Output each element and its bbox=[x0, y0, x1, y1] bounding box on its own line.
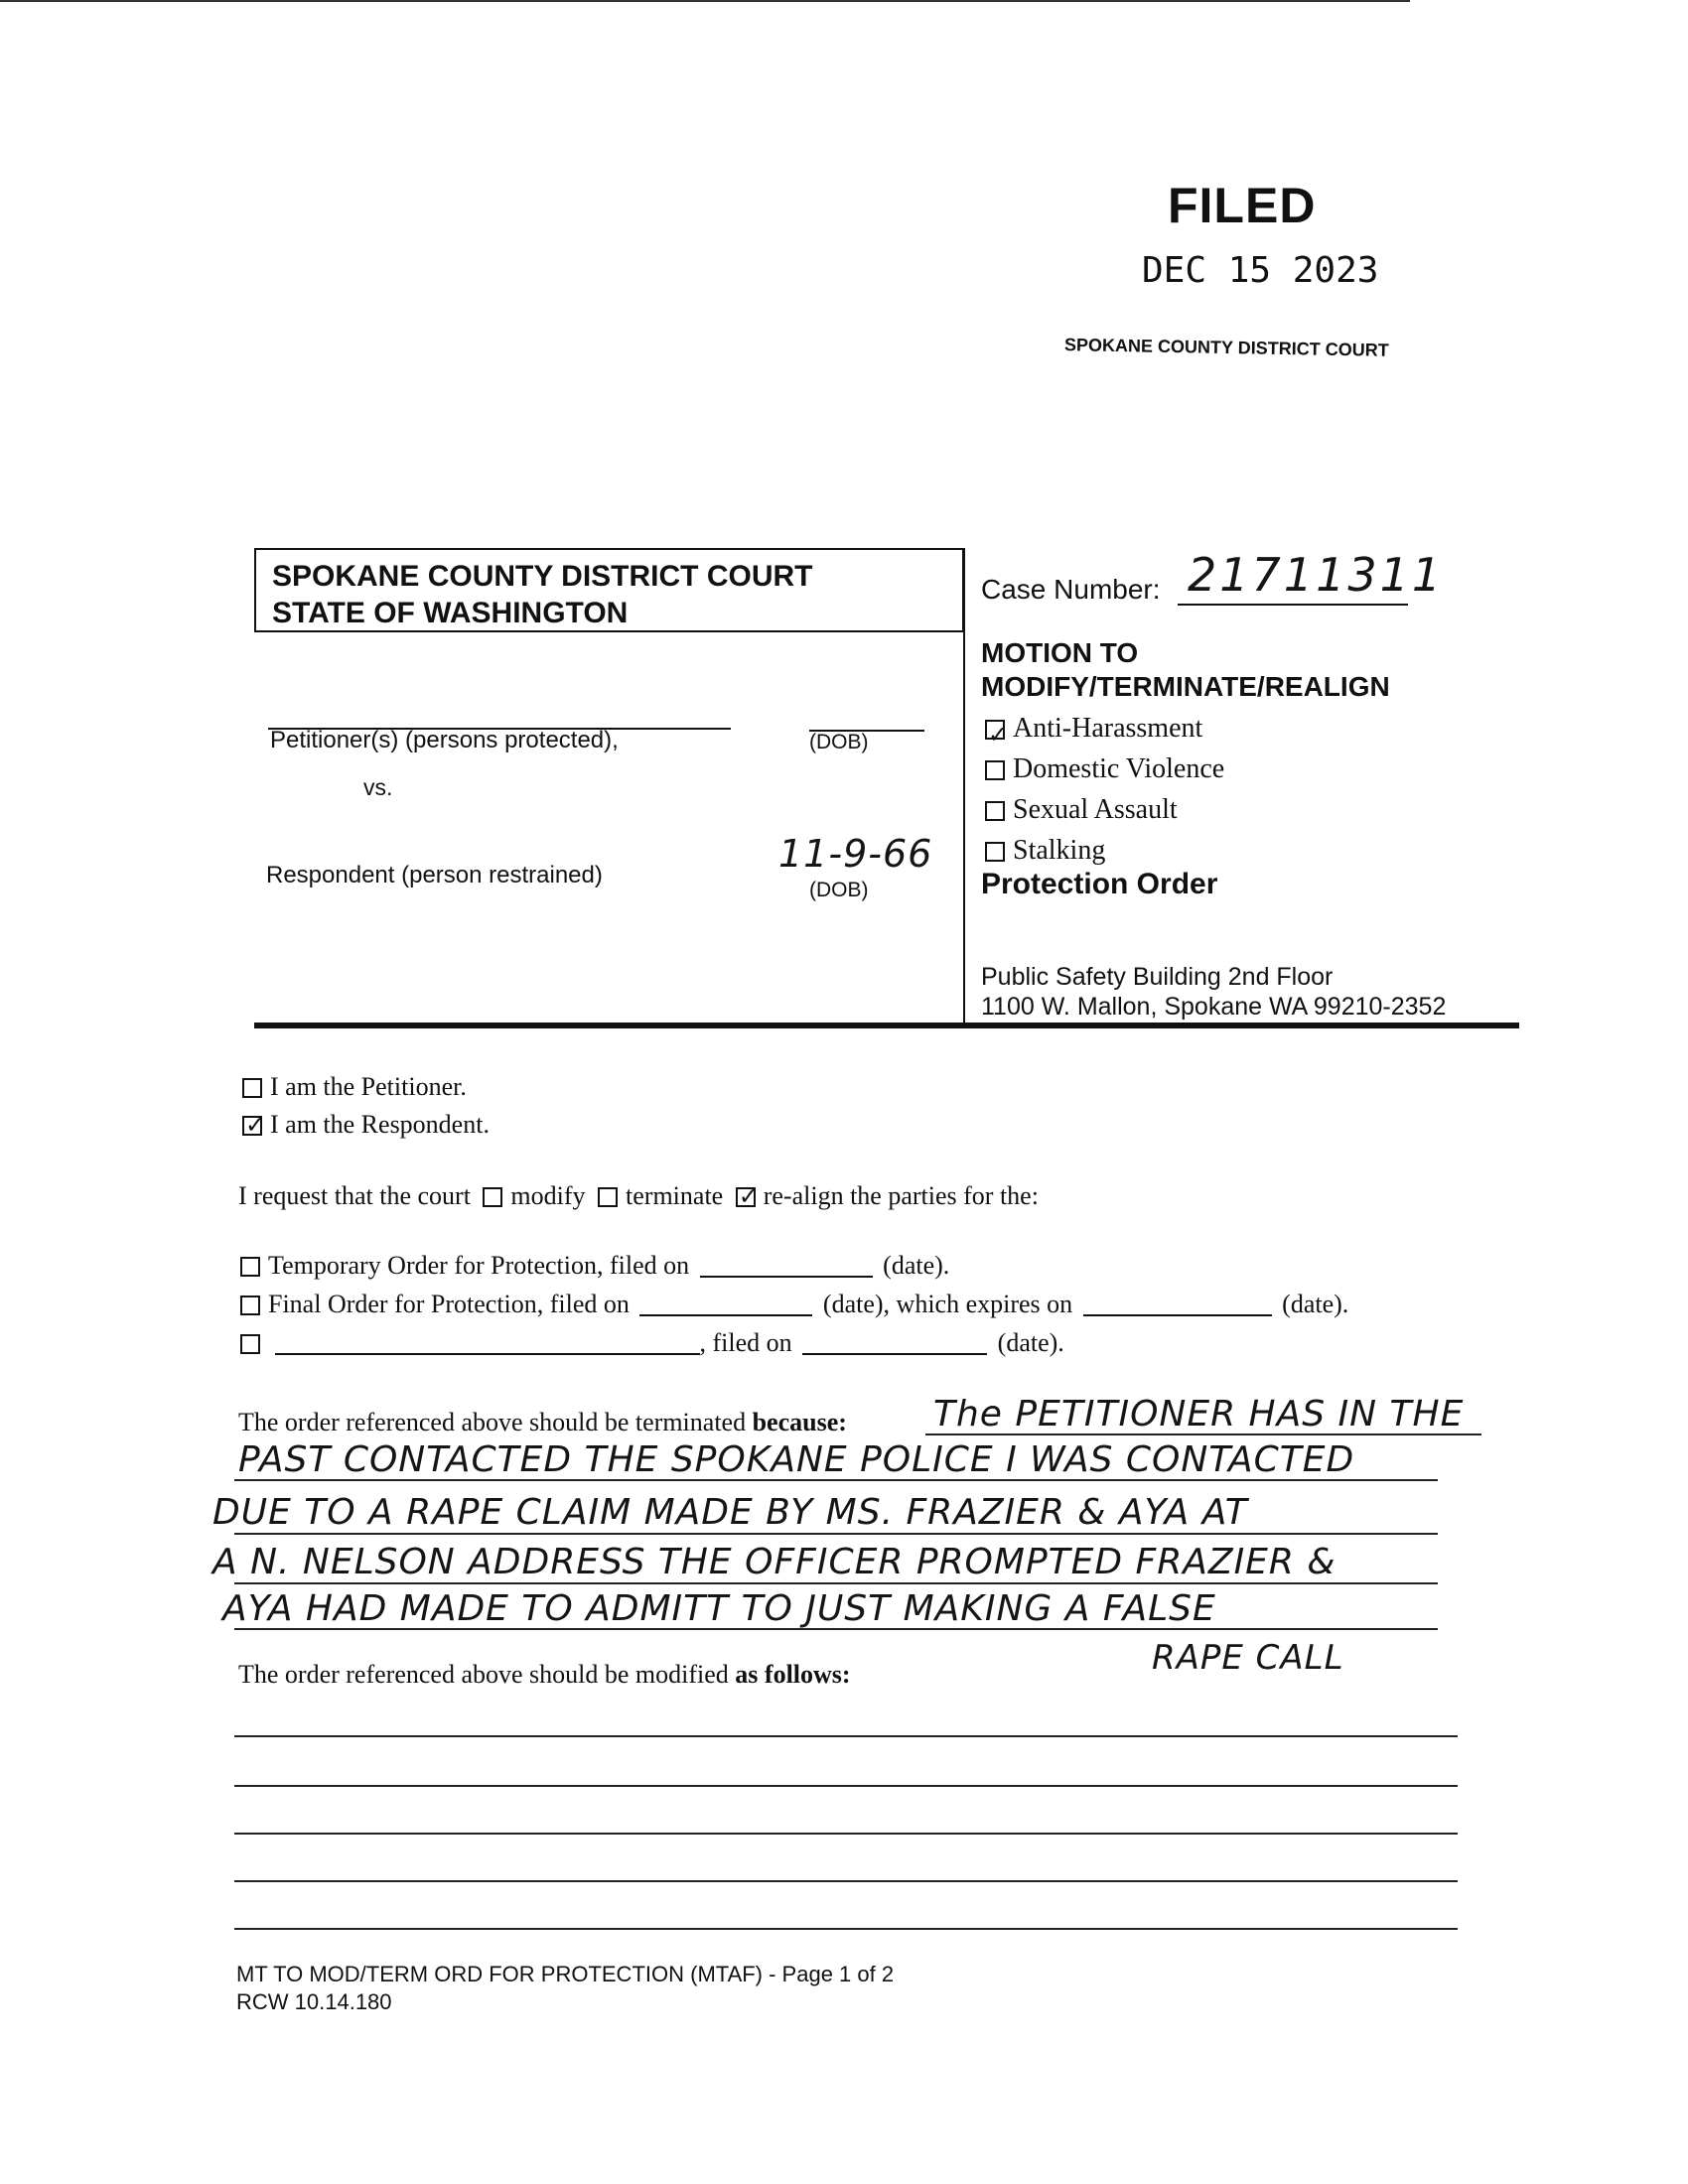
modify-reason-label: The order referenced above should be modified as follows: bbox=[238, 1660, 851, 1689]
request-line bbox=[238, 1181, 1039, 1211]
caption-divider bbox=[963, 548, 965, 1026]
order-type-list bbox=[985, 708, 1224, 871]
respondent-checkbox[interactable] bbox=[242, 1116, 262, 1136]
realign-label: re-align the parties for the: bbox=[763, 1181, 1039, 1210]
modify-checkbox[interactable] bbox=[483, 1187, 502, 1207]
filed-stamp-title: FILED bbox=[1168, 178, 1317, 233]
case-number-handwritten: 21711311 bbox=[1188, 548, 1445, 602]
other-order-line: , filed on (date). bbox=[240, 1328, 1064, 1358]
court-state: STATE OF WASHINGTON bbox=[272, 597, 629, 629]
request-prefix: I request that the court bbox=[238, 1181, 471, 1210]
reason-handwritten-line-1: The PETITIONER HAS IN THE bbox=[933, 1394, 1465, 1434]
versus-label: vs. bbox=[363, 774, 393, 800]
respondent-label: Respondent (person restrained) bbox=[266, 862, 603, 888]
reason-rule-3 bbox=[234, 1533, 1438, 1535]
petitioner-label: Petitioner(s) (persons protected), bbox=[270, 727, 619, 753]
petitioner-checkbox[interactable] bbox=[242, 1078, 262, 1098]
order-type-stalking[interactable]: Stalking bbox=[985, 830, 1224, 871]
sexual-assault-checkbox[interactable] bbox=[985, 801, 1005, 821]
petitioner-dob-label: (DOB) bbox=[809, 731, 869, 753]
reason-rule-4 bbox=[234, 1582, 1438, 1584]
anti-harassment-checkbox[interactable] bbox=[985, 720, 1005, 740]
filed-stamp-date: DEC 15 2023 bbox=[1142, 250, 1379, 291]
court-caption-box bbox=[254, 548, 964, 632]
reason-handwritten-line-5: AYA HAD MADE TO ADMITT TO JUST MAKING A FALSE bbox=[222, 1588, 1216, 1629]
modify-rule-5[interactable] bbox=[234, 1928, 1458, 1930]
reason-handwritten-line-2: PAST CONTACTED THE SPOKANE POLICE I WAS CONTACTED bbox=[238, 1439, 1355, 1480]
final-order-line: Final Order for Protection, filed on (date), which expires on (date). bbox=[240, 1290, 1348, 1319]
modify-rule-4[interactable] bbox=[234, 1880, 1458, 1882]
realign-checkbox[interactable] bbox=[736, 1187, 756, 1207]
scan-top-edge bbox=[0, 0, 1410, 2]
reason-handwritten-line-3: DUE TO A RAPE CLAIM MADE BY MS. FRAZIER & AYA AT bbox=[212, 1492, 1248, 1533]
modify-rule-2[interactable] bbox=[234, 1785, 1458, 1787]
footer-form-title: MT TO MOD/TERM ORD FOR PROTECTION (MTAF) - Page 1 of 2 bbox=[236, 1962, 895, 1986]
footer-rcw: RCW 10.14.180 bbox=[236, 1989, 392, 2014]
terminate-reason-label: The order referenced above should be terminated because: bbox=[238, 1408, 847, 1436]
temporary-order-line: Temporary Order for Protection, filed on (date). bbox=[240, 1251, 949, 1281]
order-type-sexual-assault[interactable]: Sexual Assault bbox=[985, 789, 1224, 830]
terminate-label: terminate bbox=[626, 1181, 724, 1210]
case-number-label: Case Number: bbox=[981, 574, 1161, 605]
final-order-expiry-date-field[interactable] bbox=[1083, 1291, 1272, 1316]
party-petitioner[interactable]: I am the Petitioner. bbox=[242, 1072, 467, 1102]
domestic-violence-checkbox[interactable] bbox=[985, 760, 1005, 780]
court-address-line1: Public Safety Building 2nd Floor bbox=[981, 963, 1334, 991]
filed-stamp-court: SPOKANE COUNTY DISTRICT COURT bbox=[1063, 335, 1389, 360]
motion-title-line2: MODIFY/TERMINATE/REALIGN bbox=[981, 671, 1390, 702]
reason-handwritten-line-4: A N. NELSON ADDRESS THE OFFICER PROMPTED FRAZIER & bbox=[212, 1542, 1336, 1582]
reason-handwritten-line-6: RAPE CALL bbox=[1152, 1638, 1344, 1678]
modify-label: modify bbox=[510, 1181, 586, 1210]
motion-title-line1: MOTION TO bbox=[981, 637, 1139, 668]
caption-bottom-rule bbox=[254, 1023, 1519, 1028]
party-respondent[interactable]: ✓I am the Respondent. bbox=[242, 1110, 490, 1140]
modify-rule-1[interactable] bbox=[234, 1735, 1458, 1737]
terminate-checkbox[interactable] bbox=[598, 1187, 618, 1207]
temporary-order-date-field[interactable] bbox=[700, 1252, 873, 1278]
temporary-order-checkbox[interactable] bbox=[240, 1257, 260, 1277]
other-order-date-field[interactable] bbox=[802, 1329, 987, 1355]
order-type-domestic-violence[interactable]: Domestic Violence bbox=[985, 749, 1224, 789]
final-order-filed-date-field[interactable] bbox=[639, 1291, 812, 1316]
respondent-dob-label: (DOB) bbox=[809, 879, 869, 901]
order-type-anti-harassment[interactable]: ✓Anti-Harassment bbox=[985, 708, 1224, 749]
final-order-checkbox[interactable] bbox=[240, 1296, 260, 1315]
other-order-name-field[interactable] bbox=[275, 1329, 700, 1355]
other-order-checkbox[interactable] bbox=[240, 1334, 260, 1354]
court-name: SPOKANE COUNTY DISTRICT COURT bbox=[272, 560, 813, 593]
court-address-line2: 1100 W. Mallon, Spokane WA 99210-2352 bbox=[981, 993, 1447, 1021]
stalking-checkbox[interactable] bbox=[985, 842, 1005, 862]
respondent-dob-handwritten: 11-9-66 bbox=[778, 832, 933, 876]
case-number-line bbox=[1178, 604, 1408, 606]
protection-order-label: Protection Order bbox=[981, 868, 1218, 900]
modify-rule-3[interactable] bbox=[234, 1833, 1458, 1835]
